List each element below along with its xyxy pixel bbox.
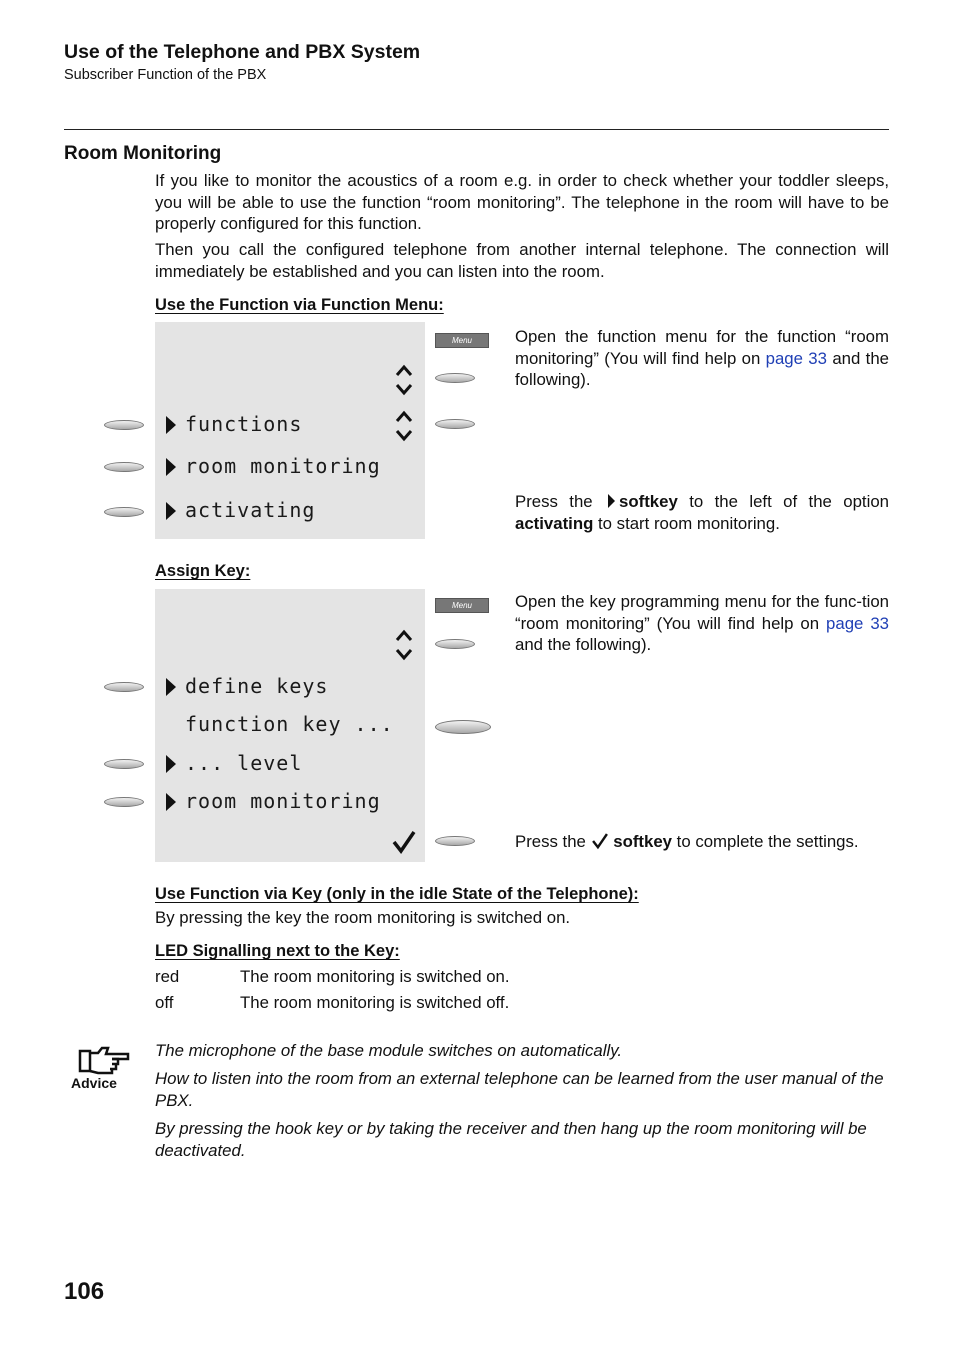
function-menu-heading: Use the Function via Function Menu: [155, 296, 444, 314]
header-title: Use of the Telephone and PBX System [64, 41, 421, 63]
select-arrow-icon [166, 755, 176, 773]
softkey-term: softkey [619, 492, 678, 511]
select-arrow-icon [166, 458, 176, 476]
use-via-key-heading: Use Function via Key (only in the idle State of the Telephone): [155, 885, 639, 903]
left-softkey-activating[interactable] [104, 507, 144, 517]
led-description: The room monitoring is switched on. [240, 967, 510, 986]
function-menu-desc-2 [515, 491, 889, 534]
select-arrow-icon [166, 678, 176, 696]
up-down-arrow-icon [394, 408, 414, 444]
page-33-link[interactable]: page 33 [826, 613, 889, 633]
assign-key-desc-1 [515, 591, 889, 656]
up-down-arrow-icon [394, 362, 414, 398]
led-state: red [155, 967, 180, 986]
softkey-term: softkey [613, 832, 672, 851]
desc-text: to the left of the option [689, 492, 889, 511]
display-screen-assign-key [155, 589, 425, 862]
pointing-hand-icon [76, 1045, 130, 1075]
section-title: Room Monitoring [64, 143, 222, 164]
page-33-link[interactable]: page 33 [765, 348, 827, 368]
left-softkey-define-keys[interactable] [104, 682, 144, 692]
left-softkey-level[interactable] [104, 759, 144, 769]
desc-text: Press the [515, 832, 586, 851]
advice-note-2: How to listen into the room from an external telephone can be learned from the user manual of the PBX. [155, 1069, 884, 1110]
display-line-function-key: function key ... [185, 712, 394, 736]
desc-text: and the following). [515, 635, 652, 654]
select-arrow-icon [608, 494, 615, 508]
display-screen-function-menu [155, 322, 425, 539]
assign-key-desc-2 [515, 832, 895, 852]
desc-text: Open the key programming menu for the func-tion “room monitoring” (You will find help on [515, 592, 889, 633]
left-softkey-room-monitoring[interactable] [104, 797, 144, 807]
desc-text: Press the [515, 492, 593, 511]
checkmark-icon [391, 829, 417, 855]
advice-note-1: The microphone of the base module switches on automatically. [155, 1041, 623, 1060]
intro-paragraph-2: Then you call the configured telephone from another internal telephone. The connection will immediately be established and you can listen into the room. [155, 240, 889, 281]
advice-note-3: By pressing the hook key or by taking the receiver and then hang up the room monitoring will be deactivated. [155, 1119, 867, 1160]
right-softkey-scroll[interactable] [435, 639, 475, 649]
right-softkey-scroll-functions[interactable] [435, 419, 475, 429]
option-term: activating [515, 513, 594, 533]
display-line-define-keys: define keys [185, 674, 329, 698]
desc-text: Open the function menu for the function “room monitoring” (You will find help on [515, 327, 889, 368]
function-menu-desc-1 [515, 326, 889, 391]
select-arrow-icon [166, 502, 176, 520]
advice-label: Advice [71, 1075, 117, 1091]
function-key[interactable] [435, 720, 491, 734]
header-divider [64, 129, 889, 130]
left-softkey-functions[interactable] [104, 420, 144, 430]
use-via-key-text: By pressing the key the room monitoring is switched on. [155, 908, 571, 927]
display-line-room-monitoring: room monitoring [185, 789, 381, 813]
select-arrow-icon [166, 416, 176, 434]
led-state: off [155, 993, 174, 1012]
left-softkey-room-monitoring[interactable] [104, 462, 144, 472]
menu-key[interactable]: Menu [435, 598, 489, 613]
led-description: The room monitoring is switched off. [240, 993, 510, 1012]
intro-paragraph-1: If you like to monitor the acoustics of a room e.g. in order to check whether your toddler sleeps, you will be able to use the function “room monitoring”. The telephone in the room will have to be properly configured for this function. [155, 171, 889, 233]
led-heading: LED Signalling next to the Key: [155, 942, 400, 960]
display-line-level: ... level [185, 751, 303, 775]
desc-text: and the following). [515, 348, 889, 389]
desc-text: to start room monitoring. [598, 513, 780, 533]
desc-text: to complete the settings. [676, 832, 859, 851]
header-subtitle: Subscriber Function of the PBX [64, 67, 267, 83]
right-softkey-confirm[interactable] [435, 836, 475, 846]
checkmark-icon [591, 832, 609, 850]
menu-key[interactable]: Menu [435, 333, 489, 348]
up-down-arrow-icon [394, 627, 414, 663]
assign-key-heading: Assign Key: [155, 562, 251, 580]
display-line-activating: activating [185, 498, 316, 522]
select-arrow-icon [166, 793, 176, 811]
right-softkey-scroll[interactable] [435, 373, 475, 383]
display-line-room-monitoring: room monitoring [185, 454, 381, 478]
page-number: 106 [64, 1278, 105, 1305]
display-line-functions: functions [185, 412, 303, 436]
